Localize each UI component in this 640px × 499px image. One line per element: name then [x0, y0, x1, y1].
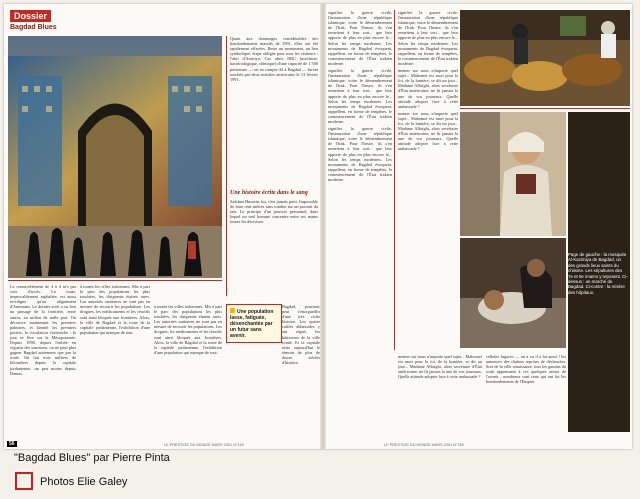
- paragraph: à toutes les villes irakiennes. Mis à part le parc des populations les plus touchées, les dirigeants étaient rares. Les autorités sanitaires ne sont pas en mesure de secourir les populations. Les drogues, les médicaments et les réactifs sont ainsi bloqués aux frontières. Alors, la ville de Bagdad et la route de la capitale jordanienne, l'exhibition d'une population qui manque de tout.: [154, 304, 222, 355]
- left-page: [4, 4, 322, 449]
- paragraph: signifier la guerre civile, l'instauration d'une république islamique, voire le démembrement de l'Irak. Pour l'heure, ils s'en remettent à leur sort... que leur apporte de plus en plus encore le... Selon les temps modernes. Les monuments de Bagdad évoquent, rappellent, en forme de tempêtes, le commencement de l'État irakien moderne.: [328, 10, 392, 66]
- photo-rule: [8, 280, 222, 281]
- paragraph: Le renouvellement de 4 à 4 m's par voie d'accès. La route, impeccablement asphaltée, est aussi rectiligne qu'un alignement d'Ammrans. Le dernier arrêt a vu lieu au passage de la frontière, entre autres, au milieu de nulle part. On découvre maintenant les premiers palmiers, et bientôt les premiers potiers, la circulation s'intensifie : le jour se lève sur la Mésopotamie. Depuis 1990, depuis l'entrée en vigueur des sanctions, on ne peut plus gagner Bagdad autrement que par la route. On fait trois milliers de kilomètres depuis la capitale jordanienne, un peu moins depuis Damas.: [10, 284, 76, 376]
- right-text-column-2b: [398, 354, 482, 434]
- pull-quote-text: Une population lasse, fatiguée, désenchantée par un futur sans avenir.: [230, 309, 274, 339]
- credit-title: "Bagdad Blues" par Pierre Pinta: [14, 452, 170, 464]
- right-text-column-1: [328, 10, 392, 430]
- text-column-2b: [154, 304, 222, 432]
- text-column-4: [282, 304, 320, 432]
- paragraph: signifier la guerre civile, l'instauration d'une république islamique, voire le démembrement de l'Irak. Pour l'heure, ils s'en remettent à leur sort... que leur apporte de plus en plus encore le... Selon les temps modernes. Les monuments de Bagdad évoquent, rappellent, en forme de tempêtes, le commencement de l'État irakien moderne.: [328, 68, 392, 124]
- red-square-icon: [15, 472, 33, 490]
- paragraph: signifier la guerre civile, l'instauration d'une république islamique, voire le démembrement de l'Irak. Pour l'heure, ils s'en remettent à leur sort... que leur apporte de plus en plus encore le... Selon les temps modernes. Les monuments de Bagdad évoquent, rappellent, en forme de tempêtes, le commencement de l'État irakien moderne.: [398, 10, 458, 66]
- paragraph: signifier la guerre civile, l'instauration d'une république islamique, voire le démembrement de l'Irak. Pour l'heure, ils s'en remettent à leur sort... que leur apporte de plus en plus encore le... Selon les temps modernes. Les monuments de Bagdad évoquent, rappellent, en forme de tempêtes, le commencement de l'État irakien moderne.: [328, 126, 392, 182]
- page-footer: LE PRESTIGE DU MONDE MARS 2001 N°160: [384, 443, 464, 447]
- mosque-photo: [8, 36, 222, 278]
- paragraph: Quant aux dommages considérables des bombardements massifs de 1991, elles ont été rapidement effacées. Reste un monument, un lieu symbolique, étape obligée pour tous les visiteurs : l'abri d'Amiriya. Ces abris NBC (nucléaire, bactériologique, chimique) d'une capacité de 1 500 personnes — on en compte 44 à Bagdad — furent touchés par deux missiles américains le 13 février 1991.: [230, 36, 318, 82]
- paragraph: Bagdad, pourtant, peut s'enorgueillir d'une très riche histoire. Les quatre califes abbassides y ont régné, les bâtisseurs de la ville ronde. Et la capitale reste aujourd'hui le témoin de plus de douze siècles d'histoire.: [282, 304, 320, 366]
- hospital-photo: [460, 238, 566, 348]
- text-column-2: [80, 284, 150, 432]
- paragraph: Saddam Hussein, lui, s'est jamais parti. Impossible de faire cent mètres sans tomber sur un portrait du raïs. Le principe d'un pouvoir personnel, dans lequel un seul homme concentre entre ses mains toutes les décisions.: [230, 199, 318, 225]
- photo-credit: Photos Elie Galey: [40, 476, 128, 488]
- column-rule: [226, 36, 227, 296]
- paragraph: menter sur nous n'importe quel sujet... Mahomet est mort pour la foi, de la lumière, se dit un jour... Madame Albright, alors secrétaire d'État américaine, ne fit jamais la une de vos journaux. Quelle attitude adopter face à cette ambassade ?: [398, 68, 458, 109]
- bullet-icon: [230, 308, 235, 313]
- photo-caption: Page de gauche : la mosquée Al-Kazimiya de Bagdad, un des grands lieux saints du chiisme. Les sépultures des 7e et 9e imams y reposent. Ci-dessus : un marché de Bagdad. Ci-contre : la misère des hôpitaux.: [568, 252, 628, 295]
- portrait-photo: [460, 112, 566, 236]
- column-rule: [394, 10, 395, 350]
- paragraph: cellules fugaces — on a vu il a lui aussi ! les annonces des chaînes reprises de déclencher. Sort de la ville renaissante, tous les gamins du souk apprennent à ces quelques armes de l'avenir ; nombreux sont ceux qui ont fui les bombardements de l'Empire.: [486, 354, 566, 385]
- right-page: [324, 4, 632, 449]
- right-text-column-2: [398, 10, 458, 350]
- text-column-3b: [230, 188, 318, 298]
- page-footer: LE PRESTIGE DU MONDE MARS 2001 N°160: [164, 443, 244, 447]
- article-subhead: Une histoire écrite dans le sang: [230, 190, 308, 196]
- text-column-3: [230, 36, 318, 186]
- photo-rule: [460, 108, 630, 109]
- text-column-1: [10, 284, 76, 432]
- section-tag: Dossier: [10, 10, 51, 22]
- pull-quote: [226, 304, 282, 343]
- paragraph: menter sur nous n'importe quel sujet... Mahomet est mort pour la foi, de la lumière, se dit un jour... Madame Albright, alors secrétaire d'État américaine, ne fit jamais la une de vos journaux. Quelle attitude adopter face à cette ambassade ?: [398, 110, 458, 152]
- right-text-column-3: [486, 354, 566, 434]
- paragraph: menter sur nous n'importe quel sujet... Mahomet est mort pour la foi, de la lumière, se dit un jour... Madame Albright, alors secrétaire d'État américaine, ne fit jamais la une de vos journaux. Quelle attitude adopter face à cette ambassade ?: [398, 354, 482, 380]
- market-photo: [460, 10, 630, 106]
- paragraph: à toutes les villes irakiennes. Mis à part le parc des populations les plus touchées, les dirigeants étaient rares. Les autorités sanitaires ne sont pas en mesure de secourir les populations. Les drogues, les médicaments et les réactifs sont ainsi bloqués aux frontières. Alors, la ville de Bagdad et la route de la capitale jordanienne, l'exhibition d'une population qui manque de tout.: [80, 284, 150, 335]
- article-kicker: Bagdad Blues: [10, 24, 57, 31]
- page-number: 56: [9, 441, 15, 447]
- magazine-spread: [4, 4, 632, 449]
